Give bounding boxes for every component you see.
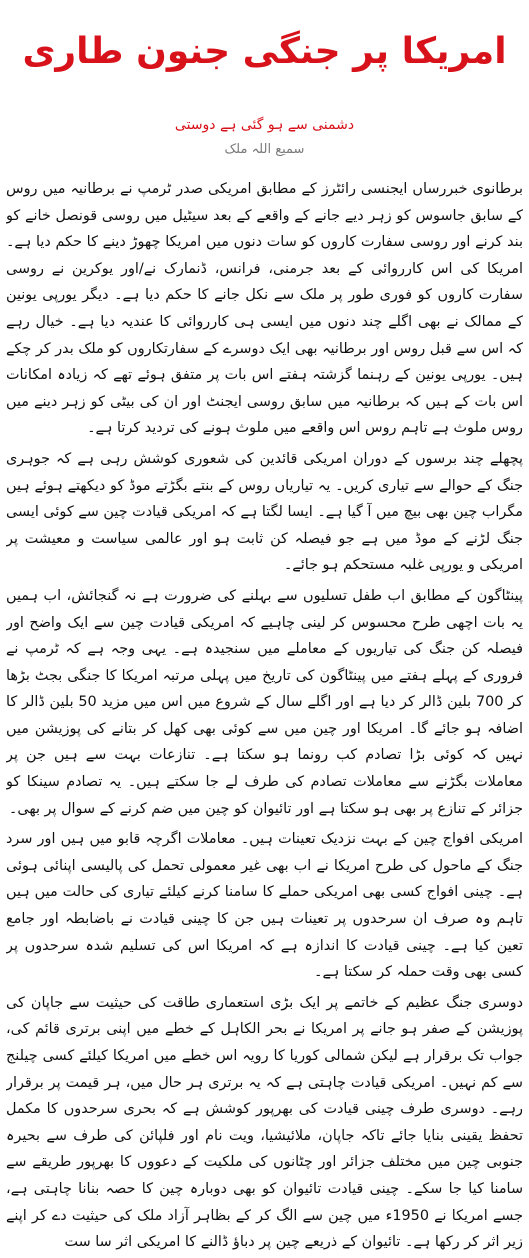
paragraph-5: دوسری جنگ عظیم کے خاتمے پر ایک بڑی استعماری طاقت کی حیثیت سے جاپان کی پوزیشن کے صفر ہو جانے پر امریکا نے بحر الکاہل کے خطے میں اپنی برتری قائم کی، جواب تک برقرار ہے لیکن شمالی کوریا کا رویہ اس خطے میں امریکا کیلئے کسی چیلنج سے کم نہیں۔ امریکی قیادت چاہتی ہے کہ یہ برتری ہر حال میں، ہر قیمت پر برقرار رہے۔ دوسری طرف چینی قیادت کی بھرپور کوشش ہے کہ بحری سرحدوں کا مکمل تحفظ یقینی بنایا جائے تاکہ جاپان، ملائیشیا، ویت نام اور فلپائن کی طرف سے بحیرہ جنوبی چین میں مختلف جزائر اور چٹانوں کی ملکیت کے دعووں کا بھرپور طریقے سے سامنا کیا جا سکے۔ چینی قیادت تائیوان کو بھی دوبارہ چین کا حصہ بنانا چاہتی ہے، جسے امریکا نے 1950ء میں چین سے الگ کر کے بظاہر آزاد ملک کی حیثیت دے کر اپنے زیر اثر کر رکھا ہے۔ تائیوان کے ذریعے چین پر دباؤ ڈالنے کا امریکی اثر سا ست (6, 994, 523, 1251)
paragraph-1: برطانوی خبررساں ایجنسی رائٹرز کے مطابق امریکی صدر ٹرمپ نے برطانیہ میں روس کے سابق جاسوس کو زہر دیے جانے کے واقعے کے بعد سیٹیل میں روسی قونصل خانے کو بند کرنے اور روسی سفارت کاروں کو سات دنوں میں امریکا چھوڑ دینے کا حکم دیا ہے۔ امریکا کی اس کارروائی کے بعد جرمنی، فرانس، ڈنمارک نے/اور یوکرین نے روسی سفارت کاروں کو فوری طور پر ملک سے نکل جانے کا حکم دیا ہے۔ دیگر یورپی یونین کے ممالک نے بھی اگلے چند دنوں میں ایسی ہی کارروائی کا عندیہ دیا ہے۔ خیال رہے کہ اس سے قبل روس اور برطانیہ بھی ایک دوسرے کے سفارتکاروں کو ملک بدر کر چکے ہیں۔ یورپی یونین کے رہنما گزشتہ ہفتے اس بات پر متفق ہوئے تھے کہ زیادہ امکانات اس بات کے ہیں کہ برطانیہ میں سابق روسی ایجنٹ اور ان کی بیٹی کو زہر دینے میں روس ملوث ہے تاہم روس اس واقعے میں ملوث ہونے کی تردید کرتا ہے۔ (6, 181, 523, 437)
paragraph-3: پینٹاگون کے مطابق اب طفل تسلیوں سے بہلنے کی ضرورت ہے نہ گنجائش، اب ہمیں یہ بات اچھی طرح محسوس کر لینی چاہیے کہ امریکی قیادت چین سے ایک واضح اور فیصلہ کن جنگ کی تیاریوں کے معاملے میں سنجیدہ ہے۔ یہی وجہ ہے کہ ٹرمپ نے فروری کے پہلے ہفتے میں پینٹاگون کی تاریخ میں پہلی مرتبہ امریکا کا جنگی بجٹ بڑھا کر 700 بلین ڈالر کر دیا ہے اور اگلے سال کے شروع میں اس میں مزید 50 بلین ڈالر کا اضافہ ہو جائے گا۔ امریکا اور چین میں سے کوئی بھی کھل کر بتانے کی پوزیشن میں نہیں کہ کوئی بڑا تصادم کب رونما ہو سکتا ہے۔ تنازعات بہت سے ہیں جن پر معاملات بگڑنے سے معاملات تصادم کی طرف لے جا سکتے ہیں۔ یہ تصادم سینکا کو جزائر کے تنازع پر بھی ہو سکتا ہے اور تائیوان کو چین میں ضم کرنے کے سوال پر بھی۔ (6, 587, 523, 817)
paragraph-4: امریکی افواج چین کے بہت نزدیک تعینات ہیں۔ معاملات اگرچہ قابو میں ہیں اور سرد جنگ کے ماحول کی طرح امریکا نے اب بھی غیر معمولی تحمل کی پالیسی اپنائی ہوئی ہے۔ چینی افواج کسی بھی امریکی حملے کا سامنا کرنے کیلئے تیاری کی حالت میں ہیں تاہم وہ صرف ان سرحدوں پر تعینات ہیں جن کا چینی قیادت نے باضابطہ اور جامع تعین کیا ہے۔ چینی قیادت کا اندازہ ہے کہ امریکا اس کی تسلیم شدہ سرحدوں پر کسی بھی وقت حملہ کر سکتا ہے۔ (6, 831, 523, 981)
article-body (6, 176, 523, 1258)
article-title: امریکا پر جنگی جنون طاری (22, 31, 507, 72)
author-name: سمیع اللہ ملک (224, 142, 305, 157)
paragraph-2: پچھلے چند برسوں کے دوران امریکی قائدین کی شعوری کوشش رہی ہے کہ جوہری جنگ کے حوالے سے تیاری کریں۔ یہ تیاریاں روس کے بنتے بگڑتے موڈ کو دیکھتے ہوئے ہیں مگراب چین بھی بیچ میں آ گیا ہے۔ ایسا لگتا ہے کہ امریکی قیادت چین سے کوئی ایسی جنگ لڑنے کے موڈ میں ہے جو فیصلہ کن ثابت ہو اور عالمی سیاست و معیشت پر امریکی و یورپی غلبہ مستحکم ہو جائے۔ (6, 450, 523, 574)
article-header (0, 0, 529, 158)
article-subtitle: دشمنی سے ہو گئی ہے دوستی (174, 117, 355, 133)
